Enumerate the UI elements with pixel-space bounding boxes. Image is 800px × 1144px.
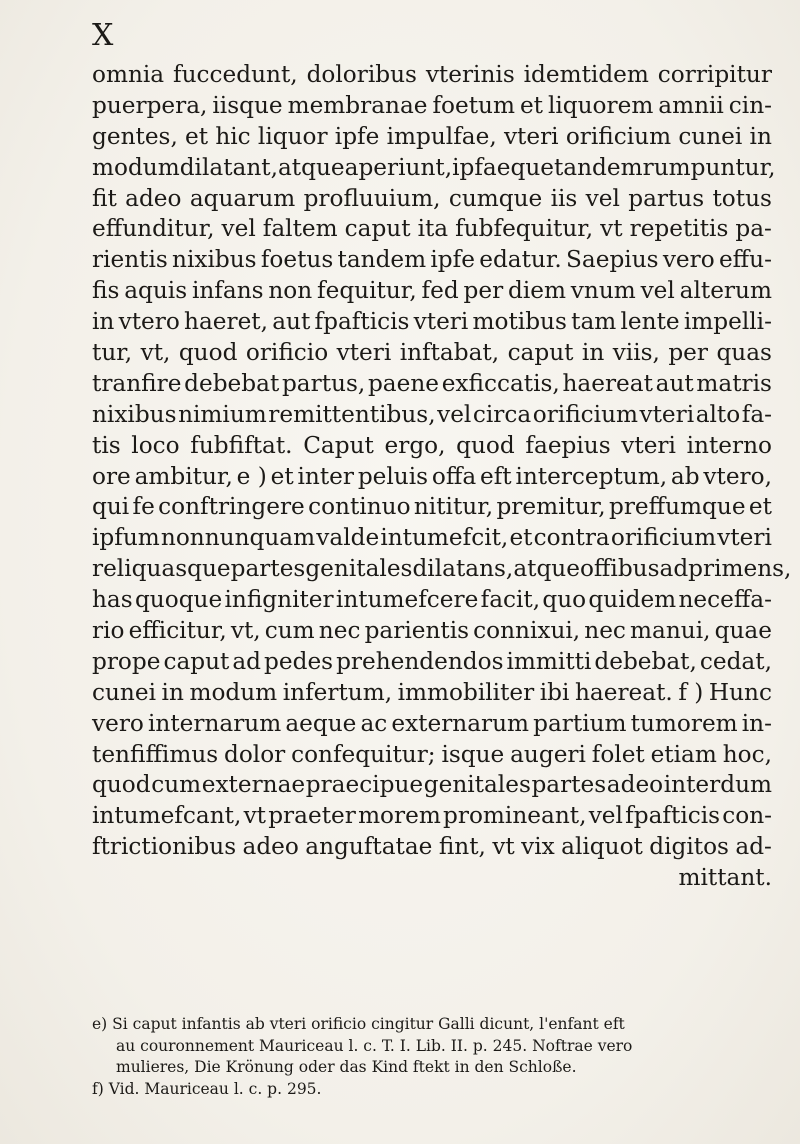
text-line bbox=[92, 801, 772, 832]
word: et bbox=[748, 493, 772, 521]
word: tandem bbox=[553, 153, 643, 181]
word: foetus bbox=[260, 246, 334, 274]
word: parientis bbox=[364, 617, 470, 645]
word: internarum bbox=[147, 709, 282, 737]
word: con- bbox=[722, 802, 772, 830]
word: matris bbox=[696, 369, 772, 397]
word: nimium bbox=[178, 400, 267, 428]
word: quae bbox=[714, 617, 772, 645]
word: puerpera, bbox=[92, 91, 208, 119]
word: in bbox=[749, 122, 772, 150]
word: dolor bbox=[223, 740, 286, 768]
word: vel bbox=[585, 184, 620, 212]
page-number: X bbox=[92, 18, 115, 53]
word: caput bbox=[163, 647, 230, 675]
word: fis bbox=[92, 277, 120, 305]
word: nec bbox=[584, 617, 626, 645]
word: partus bbox=[628, 184, 705, 212]
word: tumorem bbox=[630, 709, 738, 737]
word: aperiunt, bbox=[344, 153, 453, 181]
word: pa- bbox=[735, 215, 772, 243]
word: facit, bbox=[480, 586, 541, 614]
word: vteri bbox=[717, 524, 772, 552]
word: iisque bbox=[212, 91, 283, 119]
word: orificium bbox=[610, 524, 717, 552]
word: ipfum bbox=[92, 524, 160, 552]
word: isque bbox=[441, 740, 505, 768]
word: remittentibus, bbox=[268, 400, 436, 428]
text-line bbox=[92, 832, 772, 863]
word: hic bbox=[215, 122, 251, 150]
text-line bbox=[92, 554, 792, 585]
text-line bbox=[92, 709, 772, 740]
word: interceptum, bbox=[515, 462, 668, 490]
word: repetitis bbox=[629, 215, 729, 243]
word: ac bbox=[360, 709, 388, 737]
word: digitos bbox=[649, 833, 729, 861]
word: in bbox=[92, 308, 115, 336]
word: peluis bbox=[357, 462, 429, 490]
word: quod bbox=[456, 431, 515, 459]
word: inftabat, bbox=[399, 339, 500, 367]
word: ipfe bbox=[430, 246, 475, 274]
word: haereat. bbox=[574, 678, 673, 706]
word: preffumque bbox=[609, 493, 746, 521]
text-line bbox=[92, 462, 772, 493]
word: quo bbox=[542, 586, 587, 614]
footnotes bbox=[92, 1014, 772, 1100]
word: intumefcant, bbox=[92, 802, 242, 830]
word: quas bbox=[716, 339, 772, 367]
text-line bbox=[92, 153, 776, 184]
word: cum bbox=[264, 617, 315, 645]
word: atque bbox=[513, 555, 580, 583]
word: genitales bbox=[423, 771, 531, 799]
word: immitti bbox=[506, 647, 592, 675]
word: non bbox=[268, 277, 313, 305]
word: valde bbox=[316, 524, 380, 552]
word: tur, bbox=[92, 339, 133, 367]
word: vtero bbox=[118, 308, 180, 336]
word: eft bbox=[479, 462, 512, 490]
word: tenfiffimus bbox=[92, 740, 219, 768]
word: orificio bbox=[245, 339, 329, 367]
word: amnii bbox=[658, 91, 724, 119]
word: interno bbox=[686, 431, 772, 459]
word: vel bbox=[588, 802, 623, 830]
text-line bbox=[92, 214, 772, 245]
word: adprimens, bbox=[659, 555, 792, 583]
word: circa bbox=[472, 400, 532, 428]
word: vteri bbox=[413, 308, 469, 336]
word: Hunc bbox=[708, 678, 772, 706]
word: in bbox=[581, 339, 605, 367]
word: fed bbox=[421, 277, 459, 305]
word: partes bbox=[230, 555, 306, 583]
word: dilatans, bbox=[412, 555, 514, 583]
word: debebat, bbox=[594, 647, 697, 675]
word: adeo bbox=[606, 771, 664, 799]
word: rio bbox=[92, 617, 125, 645]
word: nixibus bbox=[172, 246, 257, 274]
word: faepius bbox=[525, 431, 611, 459]
word: genitales bbox=[305, 555, 413, 583]
word: offa bbox=[431, 462, 477, 490]
word: rumpuntur, bbox=[642, 153, 776, 181]
word: conftringere bbox=[158, 493, 305, 521]
word: vnum bbox=[570, 277, 636, 305]
word: vel bbox=[221, 215, 256, 243]
footnote-e-line-1: e) Si caput infantis ab vteri orificio cingitur Galli dicunt, l'enfant eft bbox=[92, 1015, 625, 1033]
word: orificium bbox=[532, 400, 638, 428]
word: effunditur, bbox=[92, 215, 215, 243]
word: tandem bbox=[337, 246, 427, 274]
word: cin- bbox=[728, 91, 772, 119]
word: atque bbox=[277, 153, 345, 181]
word: efficitur, bbox=[128, 617, 227, 645]
word: externae bbox=[201, 771, 306, 799]
text-line bbox=[92, 400, 772, 431]
text-line bbox=[92, 122, 772, 153]
word: quoque bbox=[134, 586, 223, 614]
word: manui, bbox=[630, 617, 711, 645]
word: infans bbox=[191, 277, 264, 305]
word: hoc, bbox=[722, 740, 772, 768]
word: vteri bbox=[621, 431, 676, 459]
word: per bbox=[463, 277, 504, 305]
word: debebat bbox=[184, 369, 280, 397]
word: gentes, bbox=[92, 122, 178, 150]
word: per bbox=[668, 339, 708, 367]
word: pedes bbox=[264, 647, 334, 675]
word: ambitur, bbox=[134, 462, 233, 490]
word: impulfae, bbox=[386, 122, 497, 150]
word: motibus bbox=[472, 308, 567, 336]
text-line bbox=[92, 431, 772, 462]
word: fa- bbox=[741, 400, 772, 428]
word: augeri bbox=[510, 740, 586, 768]
word: foetum bbox=[432, 91, 515, 119]
word: intumefcit, bbox=[380, 524, 509, 552]
text-line bbox=[92, 740, 772, 771]
word: impelli- bbox=[683, 308, 772, 336]
word: cunei bbox=[678, 122, 743, 150]
word: ipfe bbox=[334, 122, 380, 150]
word: has bbox=[92, 586, 133, 614]
text-line-last bbox=[92, 863, 772, 894]
word: quod bbox=[92, 771, 151, 799]
text-line bbox=[92, 647, 772, 678]
text-line bbox=[92, 91, 772, 122]
word: folet bbox=[591, 740, 645, 768]
word: fuccedunt, bbox=[173, 61, 298, 88]
word: vteri bbox=[503, 122, 559, 150]
word: inter bbox=[297, 462, 354, 490]
word: ftrictionibus bbox=[92, 833, 237, 861]
word: vero bbox=[662, 246, 715, 274]
text-line bbox=[92, 338, 772, 369]
word: connixui, bbox=[473, 617, 581, 645]
word: Saepius bbox=[566, 246, 659, 274]
word: praeter bbox=[268, 802, 356, 830]
word: in bbox=[161, 678, 184, 706]
word: faltem bbox=[262, 215, 338, 243]
text-line bbox=[92, 184, 772, 215]
word: fpafticis bbox=[625, 802, 721, 830]
word: tranfire bbox=[92, 369, 182, 397]
word: morem bbox=[358, 802, 441, 830]
word: ipfaeque bbox=[452, 153, 554, 181]
word: premitur, bbox=[496, 493, 606, 521]
word: e ) bbox=[236, 462, 267, 490]
word: adeo bbox=[125, 184, 182, 212]
word: mittant. bbox=[678, 864, 772, 892]
word: reliquasque bbox=[92, 555, 231, 583]
word: ita bbox=[417, 215, 449, 243]
word: aliquot bbox=[561, 833, 643, 861]
word: paene bbox=[367, 369, 439, 397]
footnote-f-line-1: f) Vid. Mauriceau l. c. p. 295. bbox=[92, 1079, 322, 1098]
word: infertum, bbox=[282, 678, 393, 706]
word: cunei bbox=[92, 678, 156, 706]
word: aut bbox=[272, 308, 311, 336]
word: effu- bbox=[718, 246, 772, 274]
word: dilatant, bbox=[179, 153, 278, 181]
text-line bbox=[92, 770, 772, 801]
text-line bbox=[92, 616, 772, 647]
word: cumque bbox=[448, 184, 543, 212]
word: adeo bbox=[242, 833, 299, 861]
word: membranae bbox=[287, 91, 428, 119]
word: interdum bbox=[663, 771, 772, 799]
word: intumefcere bbox=[335, 586, 479, 614]
word: viis, bbox=[612, 339, 660, 367]
word: prehendendos bbox=[336, 647, 504, 675]
word: vt, bbox=[230, 617, 261, 645]
word: et bbox=[270, 462, 294, 490]
word: lente bbox=[620, 308, 680, 336]
word: doloribus bbox=[306, 61, 417, 88]
word: partium bbox=[533, 709, 627, 737]
word: cedat, bbox=[699, 647, 772, 675]
word: in- bbox=[741, 709, 772, 737]
word: nixibus bbox=[92, 400, 177, 428]
word: vt bbox=[243, 802, 266, 830]
word: ad- bbox=[735, 833, 772, 861]
text-line bbox=[92, 60, 772, 91]
word: fequitur, bbox=[317, 277, 417, 305]
text-line bbox=[92, 307, 772, 338]
word: vterinis bbox=[425, 61, 515, 88]
word: haereat bbox=[562, 369, 653, 397]
word: rientis bbox=[92, 246, 168, 274]
word: fint, bbox=[438, 833, 486, 861]
word: contra bbox=[533, 524, 610, 552]
word: modum bbox=[92, 153, 180, 181]
word: aut bbox=[655, 369, 694, 397]
word: orificium bbox=[565, 122, 672, 150]
text-line bbox=[92, 585, 772, 616]
text-line bbox=[92, 369, 772, 400]
word: diem bbox=[507, 277, 566, 305]
text-line bbox=[92, 492, 772, 523]
word: tam bbox=[571, 308, 617, 336]
main-text-block bbox=[92, 60, 792, 894]
word: vteri bbox=[336, 339, 392, 367]
text-line bbox=[92, 523, 772, 554]
word: omnia bbox=[92, 61, 165, 88]
word: fubfiftat. bbox=[190, 431, 293, 459]
word: cum bbox=[151, 771, 202, 799]
word: ergo, bbox=[384, 431, 446, 459]
word: nec bbox=[318, 617, 361, 645]
word: immobiliter bbox=[397, 678, 535, 706]
word: caput bbox=[344, 215, 411, 243]
word: profluuium, bbox=[303, 184, 441, 212]
word: promineant, bbox=[443, 802, 587, 830]
word: vt bbox=[600, 215, 623, 243]
text-line bbox=[92, 276, 772, 307]
word: caput bbox=[507, 339, 574, 367]
word: fubfequitur, bbox=[455, 215, 594, 243]
word: et bbox=[509, 524, 533, 552]
word: anguftatae bbox=[305, 833, 433, 861]
word: ibi bbox=[539, 678, 570, 706]
word: etiam bbox=[650, 740, 717, 768]
word: f ) bbox=[678, 678, 704, 706]
word: vero bbox=[92, 709, 144, 737]
word: qui bbox=[92, 493, 130, 521]
word: totus bbox=[712, 184, 772, 212]
word: nonnunquam bbox=[160, 524, 316, 552]
word: praecipue bbox=[305, 771, 424, 799]
word: aeque bbox=[285, 709, 357, 737]
word: ad bbox=[232, 647, 262, 675]
word: et bbox=[185, 122, 209, 150]
word: externarum bbox=[391, 709, 530, 737]
word: edatur. bbox=[479, 246, 562, 274]
word: vel bbox=[437, 400, 472, 428]
word: offibus bbox=[579, 555, 660, 583]
word: exficcatis, bbox=[441, 369, 560, 397]
footnote-e-line-3: mulieres, Die Krönung oder das Kind ftekt in den Schloße. bbox=[116, 1058, 577, 1076]
word: partus, bbox=[281, 369, 366, 397]
word: infigniter bbox=[224, 586, 334, 614]
word: nititur, bbox=[413, 493, 494, 521]
word: fit bbox=[92, 184, 117, 212]
word: iis bbox=[550, 184, 578, 212]
word: liquor bbox=[257, 122, 328, 150]
word: quod bbox=[178, 339, 238, 367]
word: vteri bbox=[639, 400, 695, 428]
word: aquarum bbox=[189, 184, 296, 212]
word: prope bbox=[92, 647, 161, 675]
word: alterum bbox=[679, 277, 772, 305]
word: corripitur bbox=[657, 61, 772, 88]
word: ab bbox=[670, 462, 700, 490]
word: haeret, bbox=[184, 308, 268, 336]
word: vt bbox=[492, 833, 515, 861]
word: vtero, bbox=[703, 462, 772, 490]
word: ore bbox=[92, 462, 131, 490]
word: vix bbox=[521, 833, 555, 861]
word: fpafticis bbox=[314, 308, 410, 336]
word: partes bbox=[531, 771, 607, 799]
word: liquorem bbox=[547, 91, 654, 119]
word: loco bbox=[131, 431, 180, 459]
word: aquis bbox=[124, 277, 188, 305]
word: vt, bbox=[140, 339, 171, 367]
word: alto bbox=[695, 400, 741, 428]
word: confequitur; bbox=[291, 740, 436, 768]
footnote-e-line-2: au couronnement Mauriceau l. c. T. I. Lib. II. p. 245. Noftrae vero bbox=[116, 1036, 633, 1055]
text-line bbox=[92, 678, 772, 709]
word: quidem bbox=[588, 586, 677, 614]
word: tis bbox=[92, 431, 121, 459]
word: et bbox=[519, 91, 543, 119]
word: modum bbox=[189, 678, 278, 706]
word: idemtidem bbox=[523, 61, 649, 88]
text-line bbox=[92, 245, 772, 276]
word: continuo bbox=[308, 493, 411, 521]
word: vel bbox=[640, 277, 675, 305]
word: neceffa- bbox=[678, 586, 772, 614]
word: Caput bbox=[303, 431, 374, 459]
word: fe bbox=[132, 493, 155, 521]
